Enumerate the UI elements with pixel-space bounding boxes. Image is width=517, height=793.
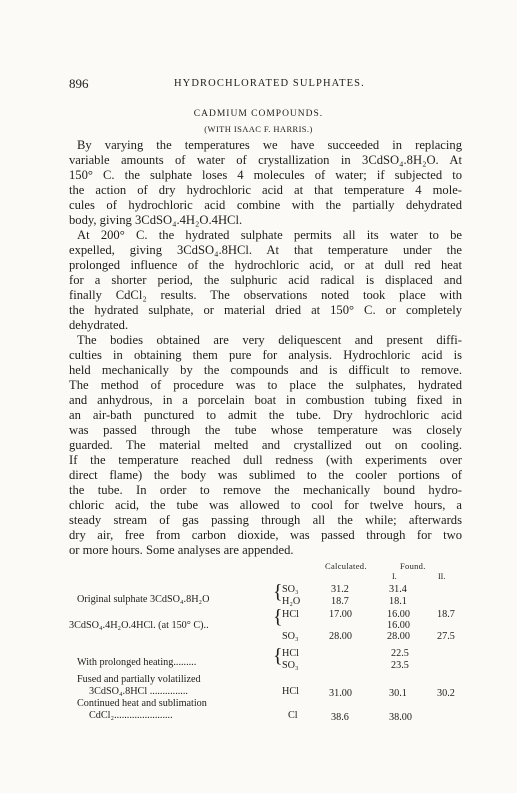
text-line: direct flame) the body was sublimed to the cooler portions of bbox=[69, 468, 462, 482]
text-line: guarded. The material melted and crystallized out on cooling. bbox=[69, 438, 462, 452]
text-line: The bodies obtained are very deliquescent and present diffi- bbox=[77, 333, 462, 347]
table-cell-found-ii: 27.5 bbox=[437, 631, 455, 642]
text-line: culties in obtaining them pure for analysis. Hydrochloric acid is bbox=[69, 348, 462, 362]
text-line: for a shorter period, the sulphuric acid radical is displaced and bbox=[69, 273, 462, 287]
text-line: 150° C. the sulphate loses 4 molecules of water; if subjected to bbox=[69, 168, 462, 182]
table-cell-found-i: 31.4 bbox=[389, 584, 407, 595]
table-cell-found-i: 23.5 bbox=[391, 660, 409, 671]
column-header-found-i: I. bbox=[392, 572, 397, 581]
column-header-found: Found. bbox=[400, 561, 426, 571]
table-cell-found-i: 30.1 bbox=[389, 688, 407, 699]
table-row-label: Fused and partially volatilized bbox=[77, 674, 201, 685]
text-line: dehydrated. bbox=[69, 318, 129, 332]
table-cell-species: Cl bbox=[288, 710, 298, 721]
text-line: cules of hydrochloric acid combine with the partially dehydrated bbox=[69, 198, 462, 212]
table-cell-calculated: 31.2 bbox=[331, 584, 349, 595]
text-line: At 200° C. the hydrated sulphate permits all its water to be bbox=[77, 228, 462, 242]
text-line: held mechanically by the compounds and is difficult to remove. bbox=[69, 363, 462, 377]
text-line: the tube. In order to remove the mechanically bound hydro- bbox=[69, 483, 462, 497]
table-row-label: CdCl₂....................... bbox=[89, 710, 173, 721]
table-cell-species: HCl bbox=[282, 609, 299, 620]
text-line: an air-bath punctured to admit the tube. Dry hydrochloric acid bbox=[69, 408, 462, 422]
text-line: finally CdCl₂ results. The observations noted took place with bbox=[69, 288, 462, 302]
table-cell-species: SO₃ bbox=[282, 660, 299, 671]
text-line: variable amounts of water of crystallization in 3CdSO₄.8H₂O. At bbox=[69, 153, 462, 167]
table-cell-species: HCl bbox=[282, 686, 299, 697]
text-line: By varying the temperatures we have succeeded in replacing bbox=[77, 138, 462, 152]
table-cell-calculated: 17.00 bbox=[329, 609, 352, 620]
brace-glyph: { bbox=[273, 645, 283, 667]
table-cell-species: H₂O bbox=[282, 596, 301, 607]
table-row-label: Original sulphate 3CdSO₄.8H₂O bbox=[77, 594, 210, 605]
table-cell-species: HCl bbox=[282, 648, 299, 659]
table-cell-found-i: 18.1 bbox=[389, 596, 407, 607]
column-header-found-ii: II. bbox=[438, 572, 446, 581]
table-cell-found-i: 38.00 bbox=[389, 712, 412, 723]
table-row-label: With prolonged heating......... bbox=[77, 657, 197, 668]
text-line: dry air, free from carbon dioxide, was passed through for two bbox=[69, 528, 462, 542]
text-line: body, giving 3CdSO₄.4H₂O.4HCl. bbox=[69, 213, 243, 227]
table-cell-calculated: 31.00 bbox=[329, 688, 352, 699]
table-cell-found-ii: 30.2 bbox=[437, 688, 455, 699]
running-head: HYDROCHLORATED SULPHATES. bbox=[174, 78, 365, 89]
table-row-label: 3CdSO₄.4H₂O.4HCl. (at 150° C).. bbox=[69, 620, 209, 631]
table-cell-species: SO₃ bbox=[282, 631, 299, 642]
text-line: prolonged influence of the hydrochloric acid, or at dull red heat bbox=[69, 258, 462, 272]
brace-glyph: { bbox=[273, 581, 283, 603]
table-cell-species: SO₃ bbox=[282, 584, 299, 595]
text-line: was passed through the tube whose temperature was closely bbox=[69, 423, 462, 437]
column-header-calculated: Calculated. bbox=[325, 561, 367, 571]
brace-glyph: { bbox=[273, 606, 283, 628]
text-line: chloric acid, the tube was allowed to cool for twelve hours, a bbox=[69, 498, 462, 512]
table-row-label: 3CdSO₄.8HCl ............... bbox=[89, 686, 188, 697]
text-line: the hydrated sulphate, or material dried at 150° C. or completely bbox=[69, 303, 462, 317]
text-line: The method of procedure was to place the sulphates, hydrated bbox=[69, 378, 462, 392]
text-line: or more hours. Some analyses are appended. bbox=[69, 543, 294, 557]
table-cell-found-i: 16.00 bbox=[387, 609, 410, 620]
table-row-label: Continued heat and sublimation bbox=[77, 698, 207, 709]
table-cell-calculated: 18.7 bbox=[331, 596, 349, 607]
section-title: CADMIUM COMPOUNDS. bbox=[193, 109, 324, 119]
table-cell-calculated: 38.6 bbox=[331, 712, 349, 723]
table-cell-calculated: 28.00 bbox=[329, 631, 352, 642]
text-line: steady stream of gas passing through all the while; afterwards bbox=[69, 513, 462, 527]
text-line: the action of dry hydrochloric acid at that temperature 4 mole- bbox=[69, 183, 462, 197]
text-line: expelled, giving 3CdSO₄.8HCl. At that temperature under the bbox=[69, 243, 462, 257]
table-cell-found-i: 28.00 bbox=[387, 631, 410, 642]
table-cell-found-i: 16.00 bbox=[387, 620, 410, 631]
text-line: and anhydrous, in a porcelain boat in combustion tubing fixed in bbox=[69, 393, 462, 407]
table-cell-found-i: 22.5 bbox=[391, 648, 409, 659]
text-line: If the temperature reached dull redness (with experiments over bbox=[69, 453, 462, 467]
section-byline: (WITH ISAAC F. HARRIS.) bbox=[204, 124, 313, 134]
table-cell-found-ii: 18.7 bbox=[437, 609, 455, 620]
page-number: 896 bbox=[69, 76, 89, 91]
